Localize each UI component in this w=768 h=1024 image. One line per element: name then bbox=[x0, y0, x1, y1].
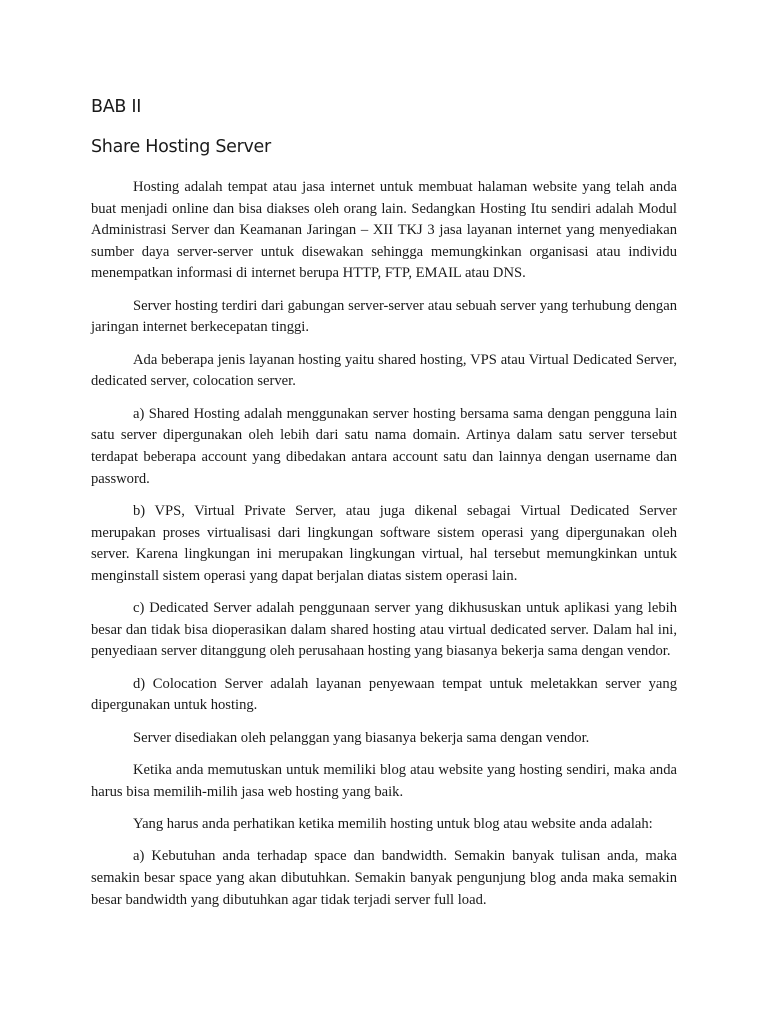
paragraph-vps: b) VPS, Virtual Private Server, atau juga dikenal sebagai Virtual Dedicated Server merupakan proses virtualisasi dari lingkungan software sistem operasi yang dipergunakan oleh server. Karena lingkungan ini merupakan lingkungan virtual, hal tersebut memungkinkan untuk menginstall sistem operasi yang dapat berjalan diatas sistem operasi lain. bbox=[91, 502, 677, 584]
paragraph-space-bandwidth: a) Kebutuhan anda terhadap space dan bandwidth. Semakin banyak tulisan anda, maka semakin besar space yang akan dibutuhkan. Semakin banyak pengunjung blog anda maka semakin besar bandwidth yang dibutuhkan agar tidak terjadi server full load. bbox=[91, 848, 677, 908]
paragraph-hosting-definition: Hosting adalah tempat atau jasa internet untuk membuat halaman website yang telah anda buat menjadi online dan bisa diakses oleh orang lain. Sedangkan Hosting Itu sendiri adalah Modul Administrasi Server dan Keamanan Jaringan – XII TKJ 3 jasa layanan internet yang menyediakan sumber daya server-server untuk disewakan sehingga memungkinkan organisasi atau individu menempatkan informasi di internet berupa HTTP, FTP, EMAIL atau DNS. bbox=[91, 179, 677, 282]
paragraph-colocation-server: d) Colocation Server adalah layanan penyewaan tempat untuk meletakkan server yang dipergunakan untuk hosting. bbox=[91, 675, 677, 714]
paragraph-shared-hosting: a) Shared Hosting adalah menggunakan server hosting bersama sama dengan pengguna lain satu server dipergunakan oleh lebih dari satu nama domain. Artinya dalam satu server tersebut terdapat beberapa account yang dibedakan antara account satu dan lainnya dengan username dan password. bbox=[91, 405, 677, 487]
paragraph-dedicated-server: c) Dedicated Server adalah penggunaan server yang dikhususkan untuk aplikasi yang lebih besar dan tidak bisa dioperasikan dalam shared hosting atau virtual dedicated server. Dalam hal ini, penyediaan server ditanggung oleh perusahaan hosting yang biasanya bekerja sama dengan vendor. bbox=[91, 600, 677, 660]
paragraph-choosing-hosting: Ketika anda memutuskan untuk memiliki blog atau website yang hosting sendiri, maka anda harus bisa memilih-milih jasa web hosting yang baik. bbox=[91, 762, 677, 800]
section-title: Share Hosting Server bbox=[91, 137, 271, 157]
page-content bbox=[91, 95, 677, 922]
paragraph-server-hosting: Server hosting terdiri dari gabungan server-server atau sebuah server yang terhubung dengan jaringan internet berkecepatan tinggi. bbox=[91, 297, 677, 336]
paragraph-server-provided: Server disediakan oleh pelanggan yang biasanya bekerja sama dengan vendor. bbox=[133, 729, 590, 746]
chapter-heading: BAB II bbox=[91, 97, 142, 117]
paragraph-hosting-types: Ada beberapa jenis layanan hosting yaitu shared hosting, VPS atau Virtual Dedicated Server, dedicated server, colocation server. bbox=[91, 351, 677, 390]
body-text bbox=[91, 177, 677, 911]
paragraph-considerations: Yang harus anda perhatikan ketika memilih hosting untuk blog atau website anda adalah: bbox=[133, 816, 653, 833]
